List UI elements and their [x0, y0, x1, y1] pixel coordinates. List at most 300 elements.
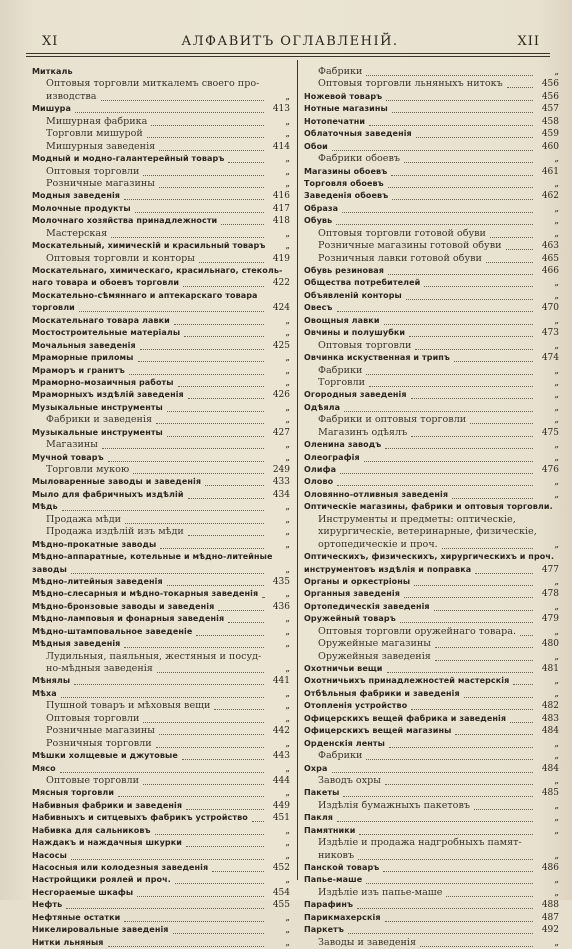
entry-label: Мѣдно-прокатные заводы: [32, 539, 157, 549]
entry-label: Музыкальные инструменты: [32, 427, 163, 437]
entry-page-number: 441: [272, 676, 290, 687]
dot-leader: [159, 722, 264, 735]
entry-page-number: 443: [272, 751, 290, 762]
entry-label: Оптовыя торговли: [46, 165, 140, 177]
entry-page-number: „: [554, 67, 559, 77]
entry-label: Миткаль: [32, 67, 73, 76]
entry-label: Лудильныя, паяльныя, жестяныя и посуд-: [46, 650, 262, 662]
entry-label: Нефтяные остатки: [32, 912, 121, 922]
dot-leader: [196, 623, 264, 636]
dot-leader: [464, 685, 533, 698]
dot-leader: [332, 760, 533, 773]
entry-label: Мыло для фабричныхъ издѣлій: [32, 489, 184, 499]
entry-page-number: „: [285, 129, 290, 140]
entry-page-number: „: [285, 452, 290, 463]
dot-leader: [364, 449, 533, 462]
dot-leader: [61, 685, 264, 698]
dot-leader: [156, 735, 264, 748]
dot-leader: [506, 237, 533, 250]
entry-label: Мишура: [32, 104, 72, 114]
entry-page-number: „: [554, 278, 559, 289]
dot-leader: [212, 859, 264, 872]
entry-page-number: „: [554, 154, 559, 165]
index-entry: [32, 937, 290, 949]
index-entry: [32, 228, 290, 240]
entry-label: Оптовыя торговли льняныхъ нитокъ: [318, 78, 503, 90]
dot-leader: [400, 610, 533, 623]
entry-page-number: „: [285, 564, 290, 575]
entry-label: Молочные продукты: [32, 203, 131, 213]
entry-label: Пакля: [304, 813, 334, 823]
entry-page-number: 479: [541, 614, 559, 625]
dot-leader: [62, 498, 264, 511]
dot-leader: [513, 672, 533, 685]
entry-label: Мѣдно-ламповыя и фонарныя заведенія: [32, 614, 225, 624]
dot-leader: [147, 125, 264, 138]
entry-label: Офицерскихъ вещей магазины: [304, 726, 452, 736]
entry-page-number: 454: [272, 887, 290, 898]
dot-leader: [386, 88, 533, 101]
entry-page-number: 463: [541, 241, 559, 252]
entry-label: Мочальныя заведенія: [32, 340, 136, 350]
dot-leader: [79, 299, 264, 312]
dot-leader: [182, 747, 264, 760]
index-entry: [32, 66, 290, 78]
dot-leader: [510, 710, 533, 723]
entry-label: Наждакъ и наждачныя шкурки: [32, 838, 182, 848]
entry-label: Набивныя фабрики и заведенія: [32, 800, 183, 810]
entry-page-number: „: [554, 402, 559, 413]
dot-leader: [135, 200, 264, 213]
entry-label: Торговли: [318, 376, 366, 388]
entry-label: Нотные магазины: [304, 104, 388, 114]
entry-label: Нефть: [32, 900, 63, 910]
entry-page-number: „: [285, 788, 290, 799]
dot-leader: [391, 163, 533, 176]
entry-page-number: 488: [541, 900, 559, 911]
dot-leader: [124, 635, 264, 648]
entry-page-number: „: [554, 875, 559, 886]
entry-page-number: 442: [272, 726, 290, 737]
dot-leader: [167, 573, 264, 586]
entry-page-number: „: [285, 315, 290, 326]
entry-label: Розничные магазины готовой обуви: [318, 240, 502, 252]
entry-page-number: 477: [541, 564, 559, 575]
dot-leader: [385, 909, 533, 922]
entry-page-number: „: [554, 390, 559, 401]
entry-label: Орденскія ленты: [304, 738, 385, 748]
dot-leader: [108, 934, 264, 947]
dot-leader: [434, 598, 533, 611]
entry-label: Оружейный товаръ: [304, 614, 396, 624]
entry-label: Мраморныхъ издѣлій заведенія: [32, 390, 184, 400]
entry-label: Набивка для сальниковъ: [32, 825, 151, 835]
dot-leader: [138, 349, 264, 362]
entry-label: Торговли мукою: [46, 464, 130, 475]
entry-page-number: 475: [541, 427, 559, 438]
entry-page-number: 476: [541, 465, 559, 475]
entry-page-number: 413: [272, 104, 290, 115]
entry-label: Парикмахерскія: [304, 912, 381, 922]
entry-label: Продажа мѣди: [46, 513, 122, 525]
entry-label: Оружейные магазины: [318, 638, 431, 650]
dot-leader: [424, 274, 533, 287]
entry-page-number: „: [554, 651, 559, 662]
entry-page-number: „: [285, 353, 290, 364]
dot-leader: [411, 424, 533, 437]
dot-leader: [337, 299, 533, 312]
entry-page-number: 435: [272, 576, 290, 587]
dot-leader: [357, 896, 533, 909]
dot-leader: [186, 834, 264, 847]
entry-label: Оптовыя торговли миткалемъ своего про-: [46, 78, 260, 90]
dot-leader: [186, 797, 264, 810]
entry-label: Молочнаго хозяйства принадлежности: [32, 216, 218, 226]
header-rule: [26, 53, 550, 54]
entry-page-number: 474: [541, 353, 559, 364]
entry-label: Мѣдно-литейныя заведенія: [32, 576, 163, 586]
entry-page-number: „: [285, 825, 290, 836]
entry-page-number: 414: [272, 141, 290, 152]
dot-leader: [415, 337, 533, 350]
dot-leader: [143, 163, 264, 176]
entry-label: Нотопечатни: [304, 116, 366, 126]
entry-label: Овчины и полушубки: [304, 328, 406, 338]
dot-leader: [133, 461, 264, 474]
dot-leader: [411, 386, 533, 399]
entry-label: Одѣяла: [304, 402, 341, 412]
entry-page-number: 418: [272, 216, 290, 227]
dot-leader: [157, 660, 264, 673]
entry-label: Мѣдно-слесарныя и мѣдно-токарныя заведенія: [32, 589, 259, 599]
entry-page-number: 249: [272, 465, 290, 475]
entry-page-number: 481: [541, 664, 559, 674]
dot-leader: [175, 871, 264, 884]
dot-leader: [156, 411, 264, 424]
dot-leader: [173, 921, 264, 934]
entry-label: Охотничьихъ принадлежностей мастерскія: [304, 676, 510, 686]
dot-leader: [416, 125, 533, 138]
entry-label: Мраморные приломы: [32, 353, 134, 363]
dot-leader: [404, 150, 533, 163]
entry-page-number: „: [285, 713, 290, 724]
entry-page-number: „: [285, 328, 290, 339]
entry-label: Торговля обоевъ: [304, 178, 384, 188]
dot-leader: [60, 760, 264, 773]
entry-page-number: „: [554, 676, 559, 687]
entry-page-number: „: [285, 539, 290, 550]
index-column-left: [32, 66, 290, 948]
entry-page-number: „: [554, 688, 559, 699]
dot-leader: [108, 449, 264, 462]
entry-page-number: „: [285, 402, 290, 413]
index-entry: [32, 539, 290, 551]
entry-label: Москательно-сѣмяннаго и аптекарскаго товара: [32, 290, 258, 300]
entry-page-number: 461: [541, 166, 559, 177]
entry-label: Оптовыя торговли готовой обуви: [318, 227, 486, 239]
dot-leader: [111, 225, 264, 238]
dot-leader: [340, 461, 533, 474]
entry-label: Органныя заведенія: [304, 589, 400, 599]
entry-page-number: 466: [541, 266, 559, 276]
entry-label: Облаточныя заведенія: [304, 129, 412, 139]
entry-page-number: 444: [272, 775, 290, 786]
dot-leader: [474, 797, 533, 810]
entry-page-number: 433: [272, 477, 290, 488]
entry-label: Набивныхъ и ситцевыхъ фабрикъ устройство: [32, 813, 248, 823]
entry-label: Издѣлія бумажныхъ пакетовъ: [318, 799, 470, 811]
entry-page-number: „: [554, 228, 559, 239]
index-column-right: [304, 66, 559, 948]
entry-page-number: „: [285, 514, 290, 525]
entry-page-number: 459: [541, 129, 559, 140]
entry-page-number: „: [554, 626, 559, 637]
dot-leader: [262, 585, 264, 598]
entry-page-number: 482: [541, 701, 559, 712]
entry-label: заводы: [32, 564, 67, 574]
entry-label: Отбѣльныя фабрики и заведенія: [304, 688, 460, 698]
entry-page-number: 486: [541, 863, 559, 873]
dot-leader: [366, 362, 533, 375]
dot-leader: [435, 648, 533, 661]
entry-page-number: 462: [541, 191, 559, 202]
dot-leader: [71, 561, 264, 574]
entry-label: Фабрики: [318, 66, 363, 77]
entry-page-number: 478: [541, 589, 559, 600]
entry-page-number: 452: [272, 863, 290, 873]
entry-label: Папье-маше: [304, 875, 363, 885]
entry-page-number: „: [285, 440, 290, 451]
entry-label: Розничные магазины: [46, 177, 155, 189]
dot-leader: [228, 150, 264, 163]
dot-leader: [387, 660, 533, 673]
entry-label: Мѣдно-аппаратные, котельные и мѣдно-литейные: [32, 552, 273, 562]
entry-label: Издѣліе изъ папье-маше: [318, 886, 443, 898]
dot-leader: [414, 573, 533, 586]
entry-label: Пушной товаръ и мѣховыя вещи: [46, 700, 211, 712]
dot-leader: [420, 934, 533, 947]
entry-page-number: „: [554, 415, 559, 426]
entry-label: никовъ: [318, 849, 355, 861]
entry-label: Мѣдныя заведенія: [32, 639, 121, 649]
dot-leader: [486, 250, 533, 263]
entry-page-number: 416: [272, 191, 290, 202]
entry-label: Москательный, химическій и красильный товаръ: [32, 241, 266, 251]
entry-page-number: 419: [272, 253, 290, 264]
entry-page-number: „: [285, 116, 290, 127]
entry-page-number: „: [285, 614, 290, 625]
entry-label: Фабрики: [318, 364, 363, 376]
entry-label: Памятники: [304, 825, 356, 835]
entry-page-number: 425: [272, 340, 290, 351]
dot-leader: [228, 610, 264, 623]
dot-leader: [409, 324, 533, 337]
dot-leader: [167, 399, 264, 412]
entry-page-number: „: [554, 315, 559, 326]
dot-leader: [336, 212, 533, 225]
dot-leader: [137, 884, 264, 897]
dot-leader: [118, 784, 264, 797]
entry-label: Мѣха: [32, 688, 57, 698]
entry-page-number: „: [554, 825, 559, 836]
entry-label: Отопленія устройство: [304, 701, 408, 711]
entry-page-number: „: [285, 688, 290, 699]
entry-label: Фабрики: [318, 750, 363, 762]
entry-page-number: 424: [272, 303, 290, 314]
entry-label: Заводъ охры: [318, 774, 381, 786]
entry-page-number: „: [554, 377, 559, 388]
entry-label: Розничные магазины: [46, 725, 155, 737]
entry-page-number: „: [554, 340, 559, 351]
dot-leader: [507, 75, 533, 88]
dot-leader: [151, 113, 264, 126]
entry-label: ортопедическіе и проч.: [318, 538, 438, 550]
entry-page-number: 483: [541, 713, 559, 724]
entry-page-number: „: [554, 203, 559, 214]
entry-label: Москательнаго товара лавки: [32, 315, 170, 325]
entry-label: Нитки льняныя: [32, 937, 104, 947]
dot-leader: [178, 374, 264, 387]
entry-label: торговли: [32, 303, 75, 313]
entry-label: Образа: [304, 203, 339, 213]
entry-page-number: „: [554, 290, 559, 301]
dot-leader: [343, 784, 533, 797]
index-entry: [32, 638, 290, 650]
entry-page-number: „: [285, 850, 290, 861]
dot-leader: [442, 536, 533, 549]
entry-label: Олеографія: [304, 452, 360, 462]
dot-leader: [384, 312, 533, 325]
entry-label: Объявленій конторы: [304, 290, 402, 300]
index-entry: [32, 253, 290, 265]
dot-leader: [348, 921, 533, 934]
entry-label: Магазины: [46, 439, 98, 451]
entry-label: Парафинъ: [304, 900, 354, 910]
entry-label: Панской товаръ: [304, 863, 380, 872]
entry-page-number: „: [285, 502, 290, 513]
dot-leader: [392, 100, 533, 113]
dot-leader: [125, 511, 264, 524]
dot-leader: [218, 598, 264, 611]
dot-leader: [388, 262, 533, 275]
index-entry: [32, 576, 290, 588]
entry-page-number: „: [554, 813, 559, 824]
dot-leader: [159, 138, 264, 151]
entry-label: Паркетъ: [304, 925, 345, 935]
entry-page-number: „: [285, 875, 290, 886]
right-page-number: XII: [517, 34, 540, 49]
dot-leader: [337, 809, 533, 822]
dot-leader: [358, 847, 533, 860]
entry-label: Настройщики роялей и проч.: [32, 875, 171, 885]
dot-leader: [143, 710, 264, 723]
entry-page-number: „: [554, 440, 559, 451]
index-entry: [304, 825, 559, 837]
dot-leader: [221, 212, 264, 225]
entry-label: Обувь резиновая: [304, 266, 385, 275]
entry-page-number: „: [554, 539, 559, 550]
entry-page-number: 434: [272, 489, 290, 500]
dot-leader: [344, 399, 533, 412]
entry-page-number: „: [554, 365, 559, 376]
entry-page-number: „: [554, 601, 559, 612]
entry-page-number: 457: [541, 104, 559, 115]
entry-label: Пакеты: [304, 788, 340, 798]
entry-page-number: „: [554, 887, 559, 898]
entry-page-number: „: [554, 477, 559, 488]
entry-label: Оружейныя заведенія: [318, 650, 431, 662]
entry-label: Мастерская: [46, 227, 108, 239]
dot-leader: [404, 585, 533, 598]
entry-page-number: „: [554, 452, 559, 463]
entry-label: Мѣдно-бронзовые заводы и заведенія: [32, 601, 215, 611]
entry-label: Фабрики и заведенія: [46, 414, 153, 426]
entry-page-number: 485: [541, 788, 559, 799]
dot-leader: [366, 747, 533, 760]
entry-label: Охотничьи вещи: [304, 664, 383, 673]
entry-label: Мясныя торговли: [32, 788, 115, 798]
entry-page-number: 436: [272, 601, 290, 612]
entry-page-number: „: [285, 91, 290, 102]
entry-page-number: „: [554, 751, 559, 762]
entry-page-number: „: [554, 850, 559, 861]
entry-label: Мѣнялы: [32, 676, 71, 686]
dot-leader: [124, 909, 264, 922]
dot-leader: [75, 100, 264, 113]
entry-page-number: „: [285, 415, 290, 426]
dot-leader: [101, 88, 264, 101]
entry-page-number: „: [285, 228, 290, 239]
entry-label: Овощныя лавки: [304, 315, 380, 325]
entry-label: Оптовыя торговли и конторы: [46, 252, 195, 264]
entry-label: но-мѣдныя заведенія: [46, 663, 153, 674]
dot-leader: [124, 187, 264, 200]
dot-leader: [140, 337, 264, 350]
entry-label: Заводы и заведенія: [318, 936, 417, 948]
entry-label: Ортопедическія заведенія: [304, 601, 430, 611]
entry-label: Обои: [304, 141, 328, 151]
entry-page-number: „: [285, 937, 290, 948]
entry-label: Мишурныя заведенія: [46, 140, 156, 152]
dot-leader: [520, 623, 533, 636]
entry-label: Офицерскихъ вещей фабрика и заведенія: [304, 713, 507, 723]
entry-page-number: „: [554, 800, 559, 811]
entry-page-number: „: [285, 912, 290, 923]
entry-label: Мраморъ и гранитъ: [32, 365, 125, 375]
entry-page-number: 458: [541, 116, 559, 127]
dot-leader: [470, 411, 533, 424]
dot-leader: [452, 486, 533, 499]
entry-label: Оловянно-отливныя заведенія: [304, 489, 449, 499]
dot-leader: [332, 138, 533, 151]
index-entry: [304, 489, 559, 501]
entry-label: Несгораемые шкафы: [32, 887, 134, 897]
entry-label: Огородныя заведенія: [304, 390, 407, 400]
entry-label: Овчинка искуственная и трипъ: [304, 353, 451, 363]
entry-page-number: „: [285, 838, 290, 849]
entry-label: изводства: [46, 90, 97, 102]
entry-label: Фабрики обоевъ: [318, 153, 400, 165]
entry-label: Охра: [304, 763, 328, 773]
header-rule-thin: [26, 56, 550, 57]
entry-label: Фабрики и оптовыя торговли: [318, 414, 467, 426]
dot-leader: [214, 697, 264, 710]
entry-label: Оптовыя торговли: [46, 712, 140, 724]
entry-page-number: „: [285, 527, 290, 538]
entry-page-number: „: [285, 701, 290, 712]
entry-page-number: „: [285, 365, 290, 376]
dot-leader: [385, 436, 533, 449]
